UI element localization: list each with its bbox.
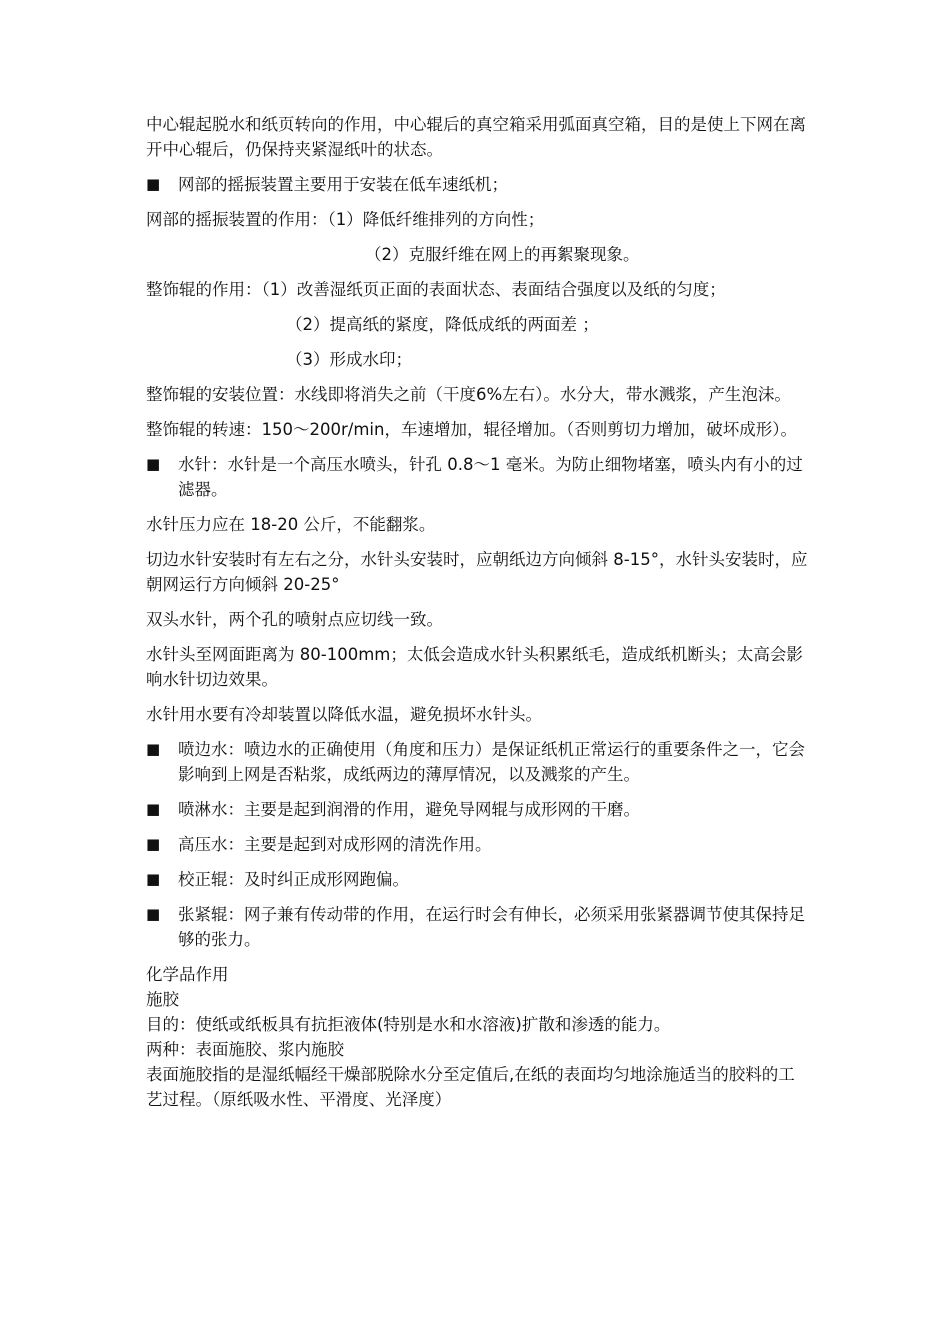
square-bullet-icon: ■ bbox=[146, 455, 161, 473]
bullet-item bbox=[146, 832, 810, 857]
paragraph: 表面施胶指的是湿纸幅经干燥部脱除水分至定值后,在纸的表面均匀地涂施适当的胶料的工艺过程。（原纸吸水性、平滑度、光泽度） bbox=[146, 1065, 795, 1109]
paragraph: 整饰辊的作用：（1）改善湿纸页正面的表面状态、表面结合强度以及纸的匀度； bbox=[146, 280, 726, 299]
paragraph: 水针压力应在 18-20 公斤，不能翻浆。 bbox=[146, 515, 436, 534]
bullet-item bbox=[146, 867, 810, 892]
paragraph-continuation: （2）提高纸的紧度，降低成纸的两面差 ； bbox=[286, 315, 599, 334]
bullet-item bbox=[146, 797, 810, 822]
square-bullet-icon: ■ bbox=[146, 870, 161, 888]
document-page bbox=[146, 112, 810, 1112]
section-heading: 化学品作用 bbox=[146, 965, 229, 984]
bullet-text: 校正辊：及时纠正成形网跑偏。 bbox=[178, 870, 409, 889]
paragraph: 网部的摇振装置的作用：（1）降低纤维排列的方向性； bbox=[146, 210, 545, 229]
section-heading: 施胶 bbox=[146, 990, 179, 1009]
bullet-item bbox=[146, 172, 810, 197]
paragraph: 双头水针，两个孔的喷射点应切线一致。 bbox=[146, 610, 443, 629]
paragraph-continuation: （2）克服纤维在网上的再絮聚现象。 bbox=[365, 245, 640, 264]
bullet-item bbox=[146, 737, 810, 787]
paragraph-continuation: （3）形成水印； bbox=[286, 350, 412, 369]
paragraph: 水针用水要有冷却装置以降低水温，避免损坏水针头。 bbox=[146, 705, 542, 724]
bullet-text: 水针：水针是一个高压水喷头，针孔 0.8～1 毫米。为防止细物堵塞，喷头内有小的过滤器。 bbox=[178, 455, 803, 499]
bullet-text: 张紧辊：网子兼有传动带的作用，在运行时会有伸长，必须采用张紧器调节使其保持足够的张力。 bbox=[178, 905, 805, 949]
bullet-text: 喷边水：喷边水的正确使用（角度和压力）是保证纸机正常运行的重要条件之一，它会影响到上网是否粘浆，成纸两边的薄厚情况，以及溅浆的产生。 bbox=[178, 740, 805, 784]
square-bullet-icon: ■ bbox=[146, 835, 161, 853]
paragraph: 整饰辊的转速：150～200r/min，车速增加，辊径增加。（否则剪切力增加，破坏成形）。 bbox=[146, 420, 797, 439]
paragraph: 两种：表面施胶、浆内施胶 bbox=[146, 1040, 344, 1059]
paragraph: 整饰辊的安装位置：水线即将消失之前（干度6%左右）。水分大，带水溅浆，产生泡沫。 bbox=[146, 385, 791, 404]
bullet-text: 高压水：主要是起到对成形网的清洗作用。 bbox=[178, 835, 492, 854]
square-bullet-icon: ■ bbox=[146, 740, 161, 758]
square-bullet-icon: ■ bbox=[146, 800, 161, 818]
paragraph: 目的：使纸或纸板具有抗拒液体(特别是水和水溶液)扩散和渗透的能力。 bbox=[146, 1015, 671, 1034]
square-bullet-icon: ■ bbox=[146, 905, 161, 923]
paragraph: 水针头至网面距离为 80-100mm；太低会造成水针头积累纸毛，造成纸机断头；太高会影响水针切边效果。 bbox=[146, 645, 803, 689]
bullet-item bbox=[146, 902, 810, 952]
bullet-text: 网部的摇振装置主要用于安装在低车速纸机； bbox=[178, 175, 508, 194]
bullet-text: 喷淋水：主要是起到润滑的作用，避免导网辊与成形网的干磨。 bbox=[178, 800, 640, 819]
square-bullet-icon: ■ bbox=[146, 175, 161, 193]
paragraph: 切边水针安装时有左右之分，水针头安装时，应朝纸边方向倾斜 8-15°，水针头安装时，应朝网运行方向倾斜 20-25° bbox=[146, 550, 808, 594]
bullet-item bbox=[146, 452, 810, 502]
paragraph: 中心辊起脱水和纸页转向的作用，中心辊后的真空箱采用弧面真空箱，目的是使上下网在离开中心辊后，仍保持夹紧湿纸叶的状态。 bbox=[146, 115, 806, 159]
